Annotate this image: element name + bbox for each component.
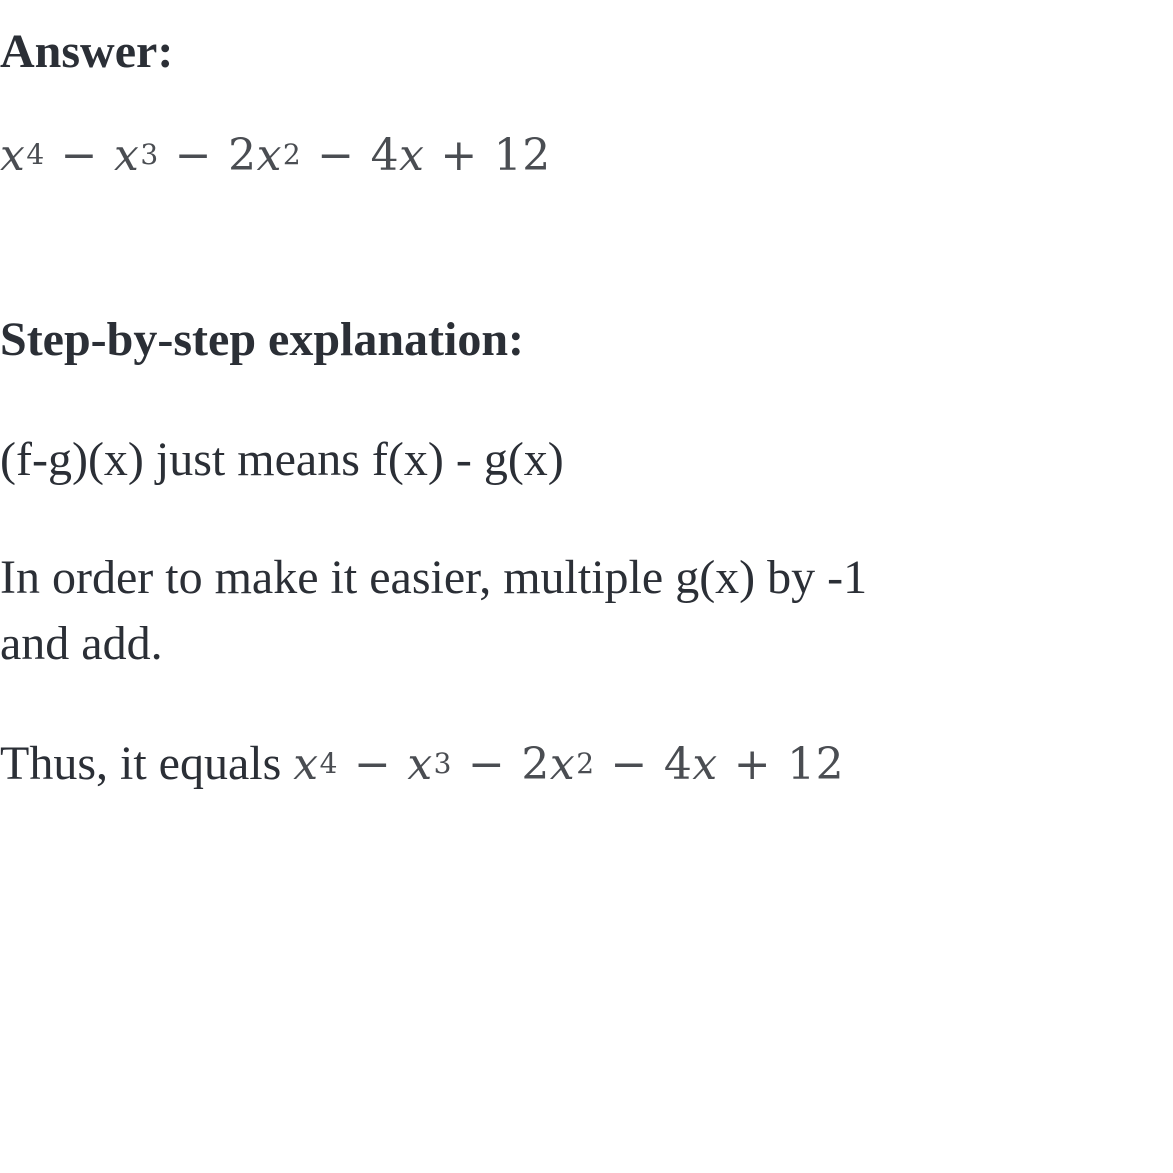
answer-heading: Answer: bbox=[0, 25, 174, 78]
explanation-line-3-prefix: Thus, it equals bbox=[0, 737, 294, 790]
explanation-line-2b: and add. bbox=[0, 617, 163, 670]
math-op: − bbox=[317, 130, 355, 181]
math-coef: 2 bbox=[521, 739, 550, 790]
polynomial-expression bbox=[0, 130, 551, 181]
math-constant: 12 bbox=[493, 130, 551, 181]
math-op: − bbox=[467, 739, 506, 790]
math-var: x bbox=[0, 130, 26, 181]
math-exp: 3 bbox=[433, 747, 452, 780]
math-op: − bbox=[174, 130, 213, 181]
math-var: x bbox=[407, 739, 433, 790]
explanation-line-3 bbox=[0, 732, 844, 802]
polynomial-expression-inline bbox=[293, 733, 844, 802]
math-var: x bbox=[692, 739, 718, 790]
math-coef: 4 bbox=[663, 739, 693, 790]
math-op: − bbox=[60, 130, 99, 181]
math-exp: 2 bbox=[282, 138, 302, 171]
math-var: x bbox=[293, 739, 319, 790]
math-coef: 2 bbox=[228, 130, 257, 181]
math-coef: 4 bbox=[370, 130, 400, 181]
math-op: − bbox=[610, 739, 648, 790]
explanation-line-2a: In order to make it easier, multiple g(x) by -1 bbox=[0, 551, 868, 604]
math-exp: 4 bbox=[319, 747, 338, 780]
math-exp: 3 bbox=[140, 138, 159, 171]
math-var: x bbox=[256, 130, 282, 181]
math-op: + bbox=[440, 130, 478, 181]
answer-expression bbox=[0, 130, 551, 181]
math-var: x bbox=[549, 739, 576, 790]
explanation-line-1: (f-g)(x) just means f(x) - g(x) bbox=[0, 433, 564, 486]
math-var: x bbox=[114, 130, 140, 181]
math-op: + bbox=[733, 739, 772, 790]
math-var: x bbox=[399, 130, 425, 181]
math-op: − bbox=[353, 739, 392, 790]
math-constant: 12 bbox=[787, 739, 845, 790]
math-exp: 4 bbox=[26, 138, 45, 171]
math-exp: 2 bbox=[576, 747, 595, 780]
explanation-heading: Step-by-step explanation: bbox=[0, 313, 525, 366]
